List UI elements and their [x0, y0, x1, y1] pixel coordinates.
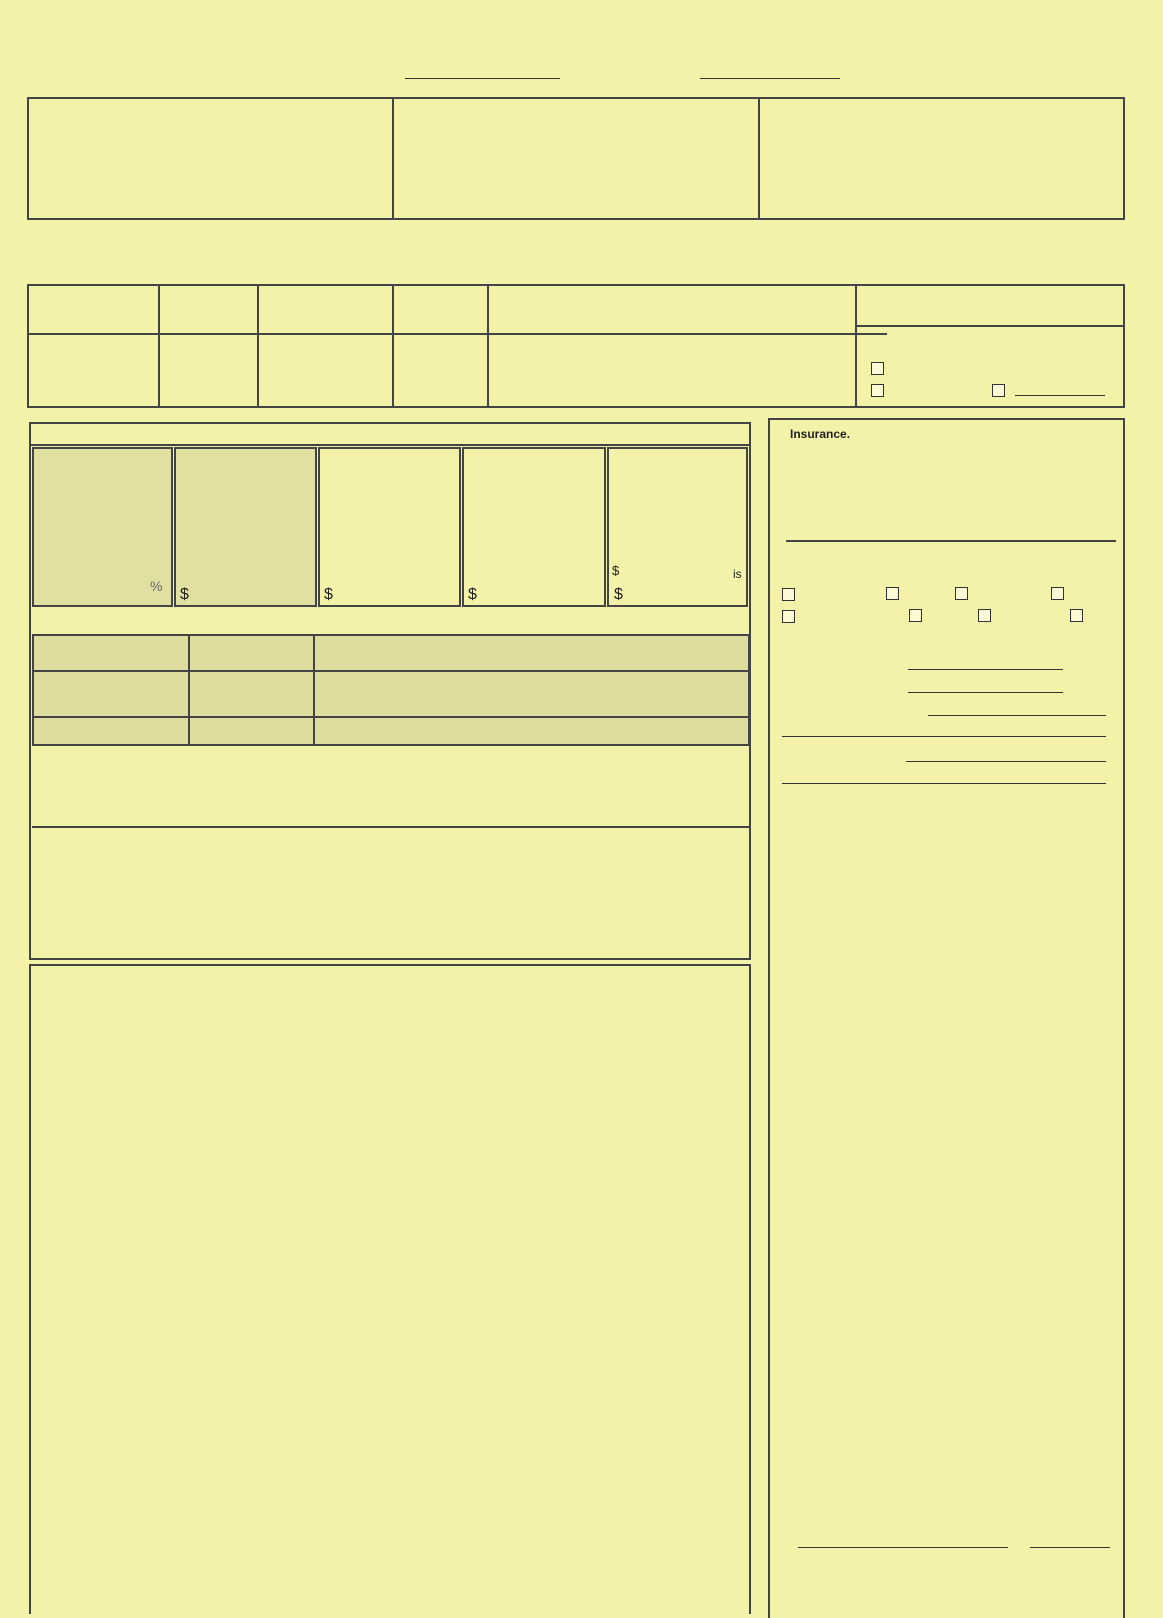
credit-disability-checkbox[interactable] — [782, 610, 795, 623]
credit-life-both-checkbox[interactable] — [1051, 587, 1064, 600]
dealer-number-field[interactable] — [405, 60, 560, 79]
vehicle-box — [27, 284, 1125, 408]
insurance-box — [768, 418, 1125, 1618]
other-use-field[interactable] — [1015, 381, 1105, 396]
signature-date-field[interactable] — [1030, 1537, 1110, 1548]
credit-disability-cobuyer-checkbox[interactable] — [978, 609, 991, 622]
credit-life-checkbox[interactable] — [782, 588, 795, 601]
credit-life-buyer-checkbox[interactable] — [886, 587, 899, 600]
itemization-box — [29, 964, 751, 1614]
other-use-checkbox[interactable] — [992, 384, 1005, 397]
credit-insurance-company-field[interactable] — [782, 722, 1106, 737]
agricultural-checkbox[interactable] — [871, 384, 884, 397]
credit-life-cobuyer-checkbox[interactable] — [955, 587, 968, 600]
credit-home-office-field[interactable] — [782, 769, 1106, 784]
credit-life-premium-field[interactable] — [908, 655, 1063, 670]
business-checkbox[interactable] — [871, 362, 884, 375]
parties-box — [27, 97, 1125, 220]
credit-disability-buyer-checkbox[interactable] — [909, 609, 922, 622]
contract-number-field[interactable] — [700, 60, 840, 79]
insurance-intro: Insurance. — [790, 427, 851, 441]
buyer-signature-field[interactable] — [798, 1537, 1008, 1548]
credit-disability-both-checkbox[interactable] — [1070, 609, 1083, 622]
credit-disability-premium-field[interactable] — [908, 678, 1063, 693]
